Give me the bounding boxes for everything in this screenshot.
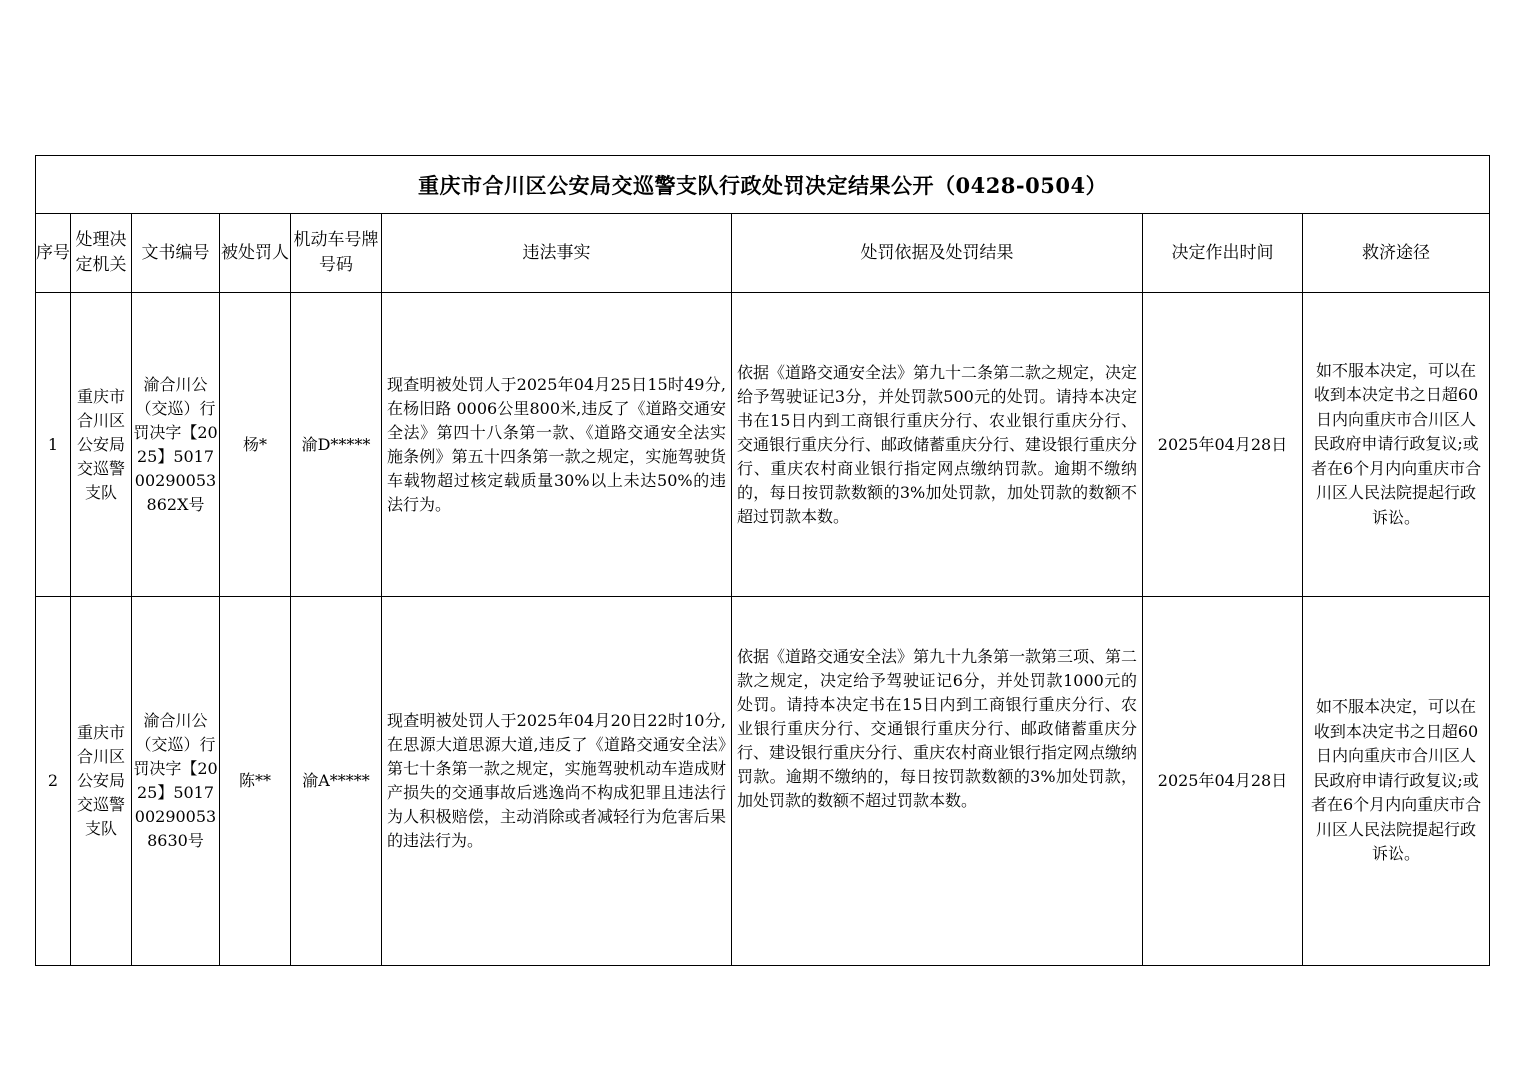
header-seq: 序号 bbox=[36, 214, 71, 293]
cell-seq: 2 bbox=[36, 597, 71, 966]
cell-person: 陈** bbox=[220, 597, 291, 966]
header-authority: 处理决定机关 bbox=[71, 214, 132, 293]
cell-authority: 重庆市合川区公安局交巡警支队 bbox=[71, 597, 132, 966]
page-title: 重庆市合川区公安局交巡警支队行政处罚决定结果公开（0428-0504） bbox=[36, 156, 1490, 214]
header-facts: 违法事实 bbox=[382, 214, 732, 293]
header-date: 决定作出时间 bbox=[1143, 214, 1303, 293]
title-row bbox=[36, 156, 1490, 214]
cell-person: 杨* bbox=[220, 293, 291, 597]
cell-authority: 重庆市合川区公安局交巡警支队 bbox=[71, 293, 132, 597]
table-row bbox=[36, 293, 1490, 597]
header-remedy: 救济途径 bbox=[1303, 214, 1490, 293]
cell-plate: 渝D***** bbox=[291, 293, 382, 597]
cell-date: 2025年04月28日 bbox=[1143, 293, 1303, 597]
header-basis: 处罚依据及处罚结果 bbox=[732, 214, 1143, 293]
cell-seq: 1 bbox=[36, 293, 71, 597]
cell-plate: 渝A***** bbox=[291, 597, 382, 966]
header-person: 被处罚人 bbox=[220, 214, 291, 293]
cell-basis: 依据《道路交通安全法》第九十九条第一款第三项、第二款之规定，决定给予驾驶证记6分，并处罚款1000元的处罚。请持本决定书在15日内到工商银行重庆分行、农业银行重庆分行、交通银行重庆分行、邮政储蓄重庆分行、建设银行重庆分行、重庆农村商业银行指定网点缴纳罚款。逾期不缴纳的，每日按罚款数额的3%加处罚款，加处罚款的数额不超过罚款本数。 bbox=[732, 597, 1143, 966]
cell-remedy: 如不服本决定，可以在收到本决定书之日超60日内向重庆市合川区人民政府申请行政复议;或者在6个月内向重庆市合川区人民法院提起行政诉讼。 bbox=[1303, 293, 1490, 597]
table-row bbox=[36, 597, 1490, 966]
cell-facts: 现查明被处罚人于2025年04月20日22时10分,在思源大道思源大道,违反了《道路交通安全法》第七十条第一款之规定，实施驾驶机动车造成财产损失的交通事故后逃逸尚不构成犯罪且违法行为人积极赔偿，主动消除或者减轻行为危害后果的违法行为。 bbox=[382, 597, 732, 966]
cell-date: 2025年04月28日 bbox=[1143, 597, 1303, 966]
header-plate: 机动车号牌号码 bbox=[291, 214, 382, 293]
cell-doc-no: 渝合川公（交巡）行罚决字【2025】5017002900538630号 bbox=[132, 597, 220, 966]
cell-basis: 依据《道路交通安全法》第九十二条第二款之规定，决定给予驾驶证记3分，并处罚款500元的处罚。请持本决定书在15日内到工商银行重庆分行、农业银行重庆分行、交通银行重庆分行、邮政储蓄重庆分行、建设银行重庆分行、重庆农村商业银行指定网点缴纳罚款。逾期不缴纳的，每日按罚款数额的3%加处罚款，加处罚款的数额不超过罚款本数。 bbox=[732, 293, 1143, 597]
cell-doc-no: 渝合川公（交巡）行罚决字【2025】501700290053862X号 bbox=[132, 293, 220, 597]
header-row bbox=[36, 214, 1490, 293]
cell-facts: 现查明被处罚人于2025年04月25日15时49分,在杨旧路 0006公里800米,违反了《道路交通安全法》第四十八条第一款、《道路交通安全法实施条例》第五十四条第一款之规定，实施驾驶货车载物超过核定载质量30%以上未达50%的违法行为。 bbox=[382, 293, 732, 597]
penalty-table bbox=[35, 155, 1490, 966]
header-doc-no: 文书编号 bbox=[132, 214, 220, 293]
cell-remedy: 如不服本决定，可以在收到本决定书之日超60日内向重庆市合川区人民政府申请行政复议;或者在6个月内向重庆市合川区人民法院提起行政诉讼。 bbox=[1303, 597, 1490, 966]
